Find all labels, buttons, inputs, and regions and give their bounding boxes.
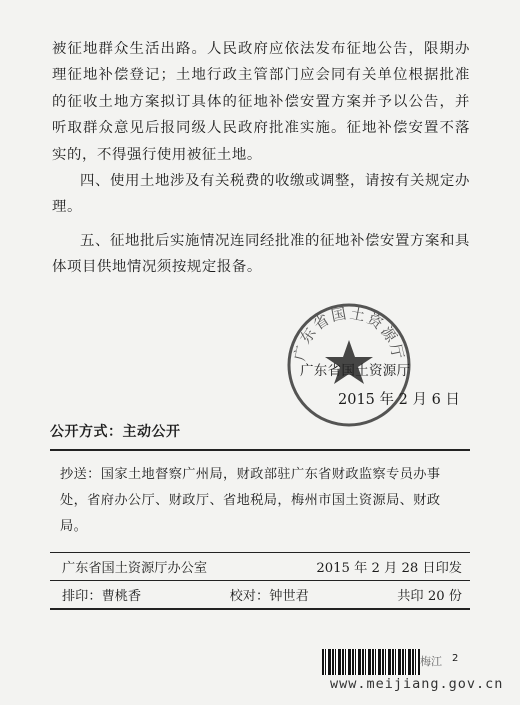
proof-info: 校对：钟世君 [229, 589, 309, 604]
cc-label: 抄送： [60, 467, 101, 482]
divider-middle [50, 552, 470, 553]
typeset-info: 排印：曹桃香 [62, 589, 142, 604]
cc-list [60, 462, 466, 540]
signature-date: 2015 年 2 月 6 日 [338, 392, 460, 408]
cc-text: 国家土地督察广州局，财政部驻广东省财政监察专员办事处，省府办公厅、财政厅、省地税局，梅州市国土资源局、财政局。 [60, 467, 441, 534]
body-paragraph-2: 四、使用土地涉及有关税费的收缴或调整，请按有关规定办理。 [52, 173, 470, 216]
svg-text:广东省国土资源厅: 广东省国土资源厅 [290, 304, 408, 363]
body-paragraph-3: 五、征地批后实施情况连同经批准的征地补偿安置方案和具体项目供地情况须按规定报备。 [52, 233, 470, 276]
divider-top [50, 449, 470, 451]
divider-lower [50, 580, 470, 581]
signature-org: 广东省国土资源厅 [300, 363, 411, 379]
disclosure-mode: 公开方式：主动公开 [50, 424, 181, 440]
typeset-row [62, 585, 462, 604]
issuer-row [62, 557, 462, 576]
barcode-label: 梅江 [420, 655, 442, 668]
issuer-office: 广东省国土资源厅办公室 [62, 561, 208, 576]
barcode-icon [322, 649, 420, 675]
source-url: www.meijiang.gov.cn [330, 676, 504, 692]
body-paragraph-1: 被征地群众生活出路。人民政府应依法发布征地公告，限期办理征地补偿登记；土地行政主管部门应会同有关单位根据批准的征收土地方案拟订具体的征地补偿安置方案并予以公告，并听取群众意见后报同级人民政府批准实施。征地补偿安置不落实的，不得强行使用被征土地。 [52, 41, 470, 163]
issuer-printed-date: 2015 年 2 月 28 日印发 [316, 561, 462, 576]
divider-bottom [50, 608, 470, 610]
copies-count: 共印 20 份 [397, 589, 462, 604]
page-number: 2 [452, 653, 459, 664]
